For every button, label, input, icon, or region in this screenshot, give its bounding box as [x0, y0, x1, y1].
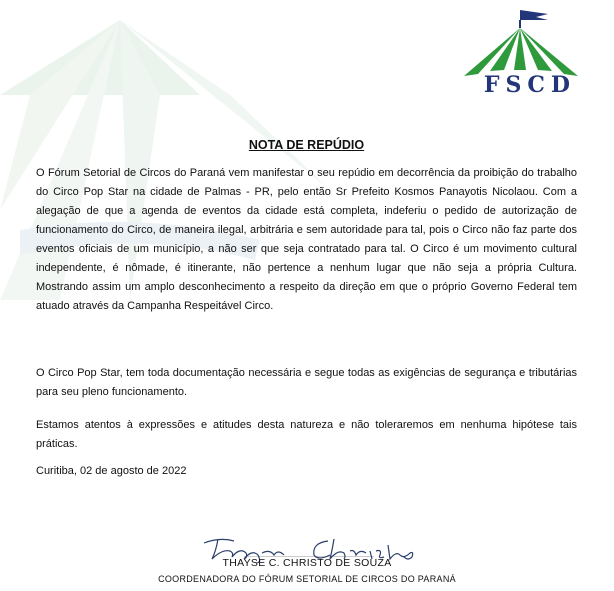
- document-title: NOTA DE REPÚDIO: [248, 138, 365, 152]
- signer-role: COORDENADORA DO FÓRUM SETORIAL DE CIRCOS DO PARANÁ: [158, 574, 456, 584]
- paragraph: Estamos atentos à expressões e atitudes desta natureza e não toleraremos em nenhuma hipótese tais práticas.: [36, 419, 577, 450]
- paragraph: O Fórum Setorial de Circos do Paraná vem manifestar o seu repúdio em decorrência da proibição do trabalho do Circo Pop Star na cidade de Palmas - PR, pelo então Sr Prefeito Kosmos Panayotis Nicolaou. Com a alegação de que a agenda de eventos da cidade está completa, indeferiu o pedido de autorização de funcionamento do Circo, de maneira ilegal, arbitrária e sem autoridade para tal, pois o Circo não faz parte dos eventos oficiais de um município, a não ser que seja contratado para tal. O Circo é um movimento cultural independente, é nômade, é itinerante, não pertence a nenhum lugar que não seja a própria Cultura. Mostrando assim um amplo desconhecimento a respeito da direção em que o próprio Governo Federal tem atuado através da Campanha Respeitável Circo.: [36, 167, 577, 312]
- logo-text: FSCD: [483, 72, 576, 98]
- signer-name: THAYSE C. CHRISTO DE SOUZA: [222, 557, 392, 569]
- paragraph: O Circo Pop Star, tem toda documentação necessária e segue todas as exigências de segurança e tributárias para seu pleno funcionamento.: [36, 367, 577, 398]
- document-date: Curitiba, 02 de agosto de 2022: [36, 465, 187, 477]
